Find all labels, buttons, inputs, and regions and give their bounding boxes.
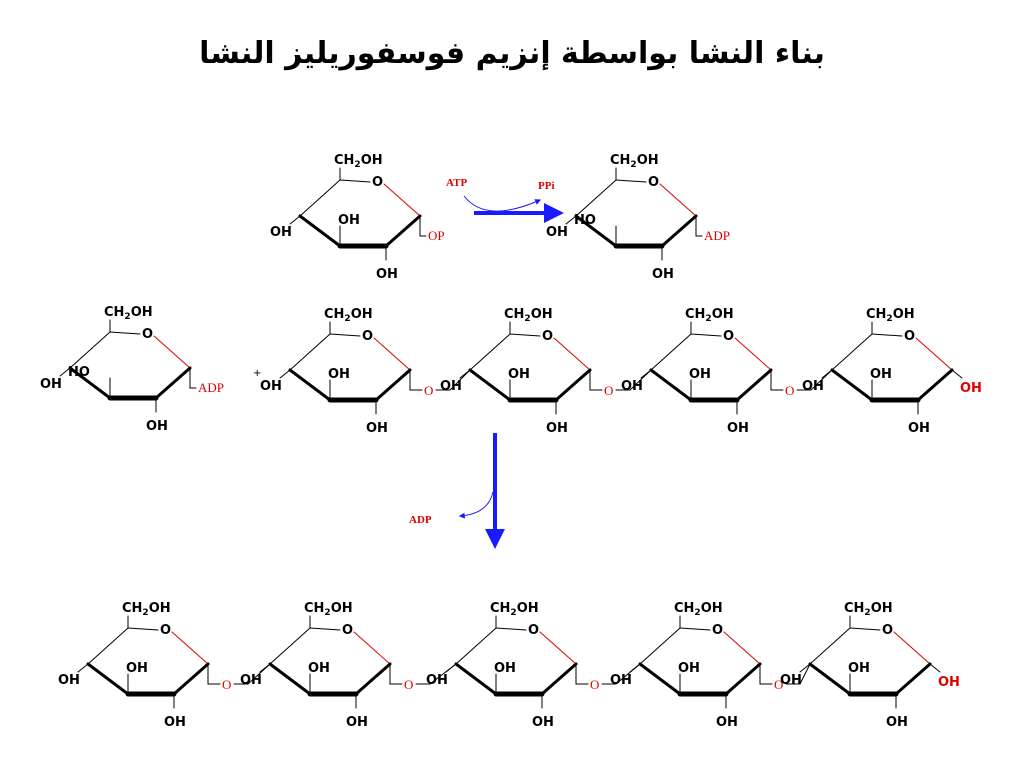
glycosidic-oxygen: O [222,677,232,692]
bond [542,664,576,694]
chain-unit-row3-4 [610,601,760,730]
oh-c4: OH [610,673,632,688]
bond [110,332,140,334]
oh-c1-reducing: OH [960,381,982,396]
oh-c2: OH [532,715,554,730]
ring-oxygen: O [648,175,660,190]
bond [460,370,470,378]
oh-c3: OH [508,367,530,382]
ch2oh-label: $CH_2OH$ [122,601,171,618]
bond [290,370,330,400]
chain-unit-row2-2 [440,307,590,436]
bond [88,628,128,664]
bond [832,334,872,370]
ring-oxygen: O [882,623,894,638]
adp-group: ADP [198,380,225,395]
oh-c2: OH [376,267,398,282]
bond [456,628,496,664]
chain-unit-row3-5 [780,601,960,730]
bond [651,334,691,370]
oh-c2: OH [164,715,186,730]
ch2oh-label: $CH_2OH$ [844,601,893,618]
bond [386,216,420,246]
chain-unit-row2-4 [802,307,982,436]
bond [641,370,651,378]
bond [330,334,360,336]
ch2oh-label: $CH_2OH$ [490,601,539,618]
bond [300,180,340,216]
bond [576,180,616,216]
adp-glucose-reactant [40,305,224,434]
oh-c2: OH [716,715,738,730]
oh-c4: OH [440,379,462,394]
bond [662,216,696,246]
ring-oxygen: O [723,329,735,344]
oh-c3: OH [494,661,516,676]
ch2oh-label: $CH_2OH$ [685,307,734,324]
bond [660,184,696,216]
bond [896,664,930,694]
glycosidic-oxygen: O [590,677,600,692]
bond [691,334,721,336]
bond [640,664,680,694]
oh-c3: OH [328,367,350,382]
bond [680,628,710,630]
oh-c4: OH [240,673,262,688]
bond [172,632,208,664]
ring-oxygen: O [904,329,916,344]
bond [290,216,300,224]
arrows-layer [253,177,560,545]
oh-c1-reducing: OH [938,675,960,690]
glycosidic-oxygen: O [424,383,434,398]
oh-c3: OH [338,213,360,228]
bond [470,370,510,400]
bond [630,664,640,672]
ho-c3: HO [68,365,90,380]
oh-c4: OH [426,673,448,688]
bond [156,368,190,398]
bond [540,632,576,664]
glycosidic-oxygen: O [774,677,784,692]
ch2oh-label: $CH_2OH$ [104,305,153,322]
oh-c2: OH [546,421,568,436]
oh-c3: OH [126,661,148,676]
bond [640,628,680,664]
chain-unit-row3-2 [240,601,390,730]
bond [128,628,158,630]
chain-unit-row2-3 [621,307,771,436]
bond [300,216,340,246]
bond [556,370,590,400]
ring-oxygen: O [160,623,172,638]
bond [916,338,952,370]
ring-oxygen: O [342,623,354,638]
oh-c4: OH [780,673,802,688]
oh-c4: OH [802,379,824,394]
bond [456,664,496,694]
bond [376,370,410,400]
ch2oh-label: $CH_2OH$ [866,307,915,324]
bond [70,332,110,368]
atp-curved-arrow [464,196,540,211]
bond [737,370,771,400]
ring-oxygen: O [528,623,540,638]
chain-unit-row3-3 [426,601,576,730]
slide-title: بناء النشا بواسطة إنزيم فوسفوريليز النشا [199,36,825,71]
adp-release-label: ADP [409,514,432,526]
bond [340,180,370,182]
bond [356,664,390,694]
glucose-1-phosphate [270,153,445,282]
bond [930,664,940,672]
bond [832,370,872,400]
bond [850,628,880,630]
bond [310,628,340,630]
oh-c3: OH [848,661,870,676]
atp-label: ATP [446,177,468,189]
bond [280,370,290,378]
glycosidic-oxygen: O [785,383,795,398]
ch2oh-label: $CH_2OH$ [304,601,353,618]
bond [154,336,190,368]
bond [822,370,832,378]
adp-release-curved-arrow [460,492,493,516]
bond [554,338,590,370]
bond [810,664,850,694]
bond [270,628,310,664]
bond [616,180,646,182]
oh-c2: OH [346,715,368,730]
adp-group: ADP [704,228,731,243]
bond [894,632,930,664]
glycosidic-oxygen: O [604,383,614,398]
oh-c2: OH [886,715,908,730]
chain-unit-row2-1 [260,307,410,436]
ring-oxygen: O [542,329,554,344]
ch2oh-label: $CH_2OH$ [334,153,383,170]
bond [724,632,760,664]
plus-sign: + [253,368,262,379]
oh-c3: OH [870,367,892,382]
oh-c2: OH [727,421,749,436]
bond [918,370,952,400]
bond [290,334,330,370]
bond [88,664,128,694]
oh-c4: OH [546,225,568,240]
bond [496,628,526,630]
oh-c4: OH [58,673,80,688]
bond [174,664,208,694]
glycosidic-oxygen: O [404,677,414,692]
bond [78,664,88,672]
bond [260,664,270,672]
oh-c4: OH [270,225,292,240]
ring-oxygen: O [372,175,384,190]
bond [651,370,691,400]
ring-oxygen: O [362,329,374,344]
bond [810,628,850,664]
ring-oxygen: O [142,327,154,342]
bond [354,632,390,664]
bond [952,370,962,378]
ch2oh-label: $CH_2OH$ [324,307,373,324]
oh-c3: OH [689,367,711,382]
oh-c2: OH [146,419,168,434]
ring-oxygen: O [712,623,724,638]
adp-glucose-product [546,153,730,282]
ppi-label: PPi [538,180,555,192]
bond [735,338,771,370]
structures-layer [40,153,982,730]
bond [726,664,760,694]
ho-c3: HO [574,213,596,228]
ch2oh-label: $CH_2OH$ [504,307,553,324]
bond [384,184,420,216]
oh-c3: OH [678,661,700,676]
ch2oh-label: $CH_2OH$ [674,601,723,618]
bond [374,338,410,370]
oh-c2: OH [908,421,930,436]
oh-c2: OH [652,267,674,282]
bond [270,664,310,694]
bond [872,334,902,336]
oh-c4: OH [40,377,62,392]
ch2oh-label: $CH_2OH$ [610,153,659,170]
bond [470,334,510,370]
op-group: OP [428,228,445,243]
oh-c3: OH [308,661,330,676]
chain-unit-row3-1 [58,601,208,730]
bond [510,334,540,336]
bond [446,664,456,672]
oh-c2: OH [366,421,388,436]
oh-c4: OH [260,379,282,394]
oh-c4: OH [621,379,643,394]
